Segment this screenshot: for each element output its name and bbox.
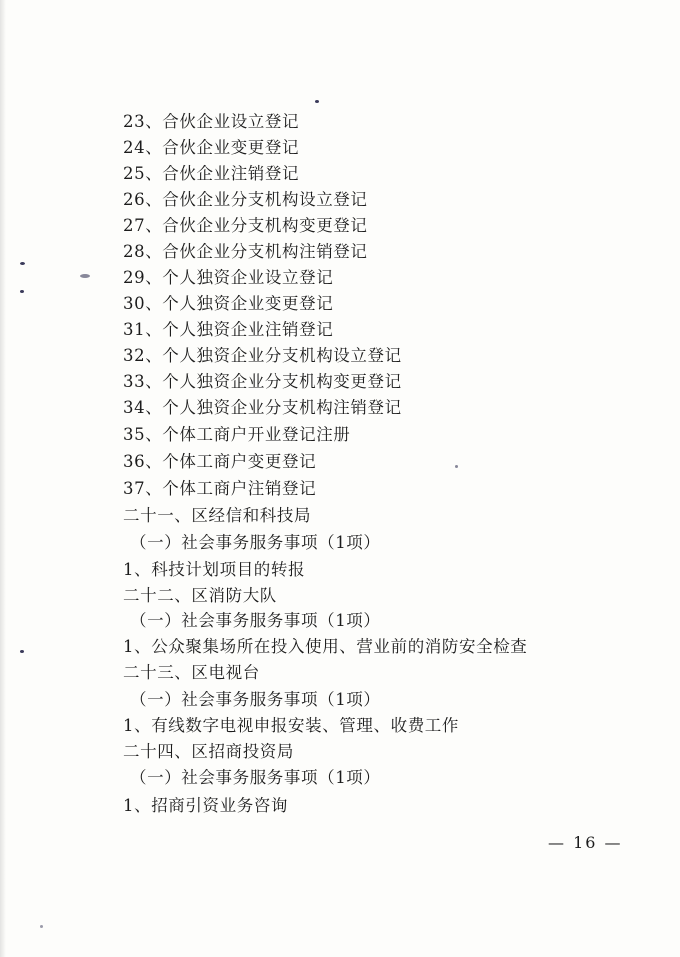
scan-speck: [455, 465, 458, 468]
list-item: 33、个人独资企业分支机构变更登记: [123, 372, 402, 391]
section-heading: 二十四、区招商投资局: [123, 742, 294, 761]
section-heading: 二十一、区经信和科技局: [123, 506, 312, 525]
list-item: 25、合伙企业注销登记: [123, 164, 300, 183]
list-item: 32、个人独资企业分支机构设立登记: [123, 346, 402, 365]
subsection-heading: （一）社会事务服务事项（1项）: [130, 768, 381, 787]
list-item: 1、科技计划项目的转报: [123, 560, 306, 579]
subsection-heading: （一）社会事务服务事项（1项）: [130, 611, 381, 630]
list-item: 35、个体工商户开业登记注册: [123, 425, 351, 444]
subsection-heading: （一）社会事务服务事项（1项）: [130, 690, 381, 709]
scan-speck: [20, 650, 24, 653]
scan-edge-shadow: [0, 0, 6, 957]
list-item: 31、个人独资企业注销登记: [123, 320, 334, 339]
list-item: 30、个人独资企业变更登记: [123, 294, 334, 313]
list-item: 24、合伙企业变更登记: [123, 138, 300, 157]
list-item: 29、个人独资企业设立登记: [123, 268, 334, 287]
list-item: 1、有线数字电视申报安装、管理、收费工作: [123, 716, 459, 735]
page-number: — 16 —: [548, 833, 623, 852]
list-item: 37、个体工商户注销登记: [123, 479, 317, 498]
list-item: 28、合伙企业分支机构注销登记: [123, 242, 368, 261]
list-item: 26、合伙企业分支机构设立登记: [123, 190, 368, 209]
list-item: 27、合伙企业分支机构变更登记: [123, 216, 368, 235]
list-item: 34、个人独资企业分支机构注销登记: [123, 398, 402, 417]
list-item: 36、个体工商户变更登记: [123, 452, 317, 471]
scan-speck: [315, 100, 319, 103]
subsection-heading: （一）社会事务服务事项（1项）: [130, 533, 381, 552]
scan-speck: [40, 925, 43, 928]
list-item: 1、招商引资业务咨询: [123, 796, 288, 815]
list-item: 1、公众聚集场所在投入使用、营业前的消防安全检查: [123, 637, 528, 656]
section-heading: 二十二、区消防大队: [123, 586, 277, 605]
scan-speck: [80, 274, 90, 278]
scan-speck: [20, 290, 24, 293]
scan-speck: [20, 262, 25, 265]
list-item: 23、合伙企业设立登记: [123, 112, 300, 131]
section-heading: 二十三、区电视台: [123, 663, 260, 682]
